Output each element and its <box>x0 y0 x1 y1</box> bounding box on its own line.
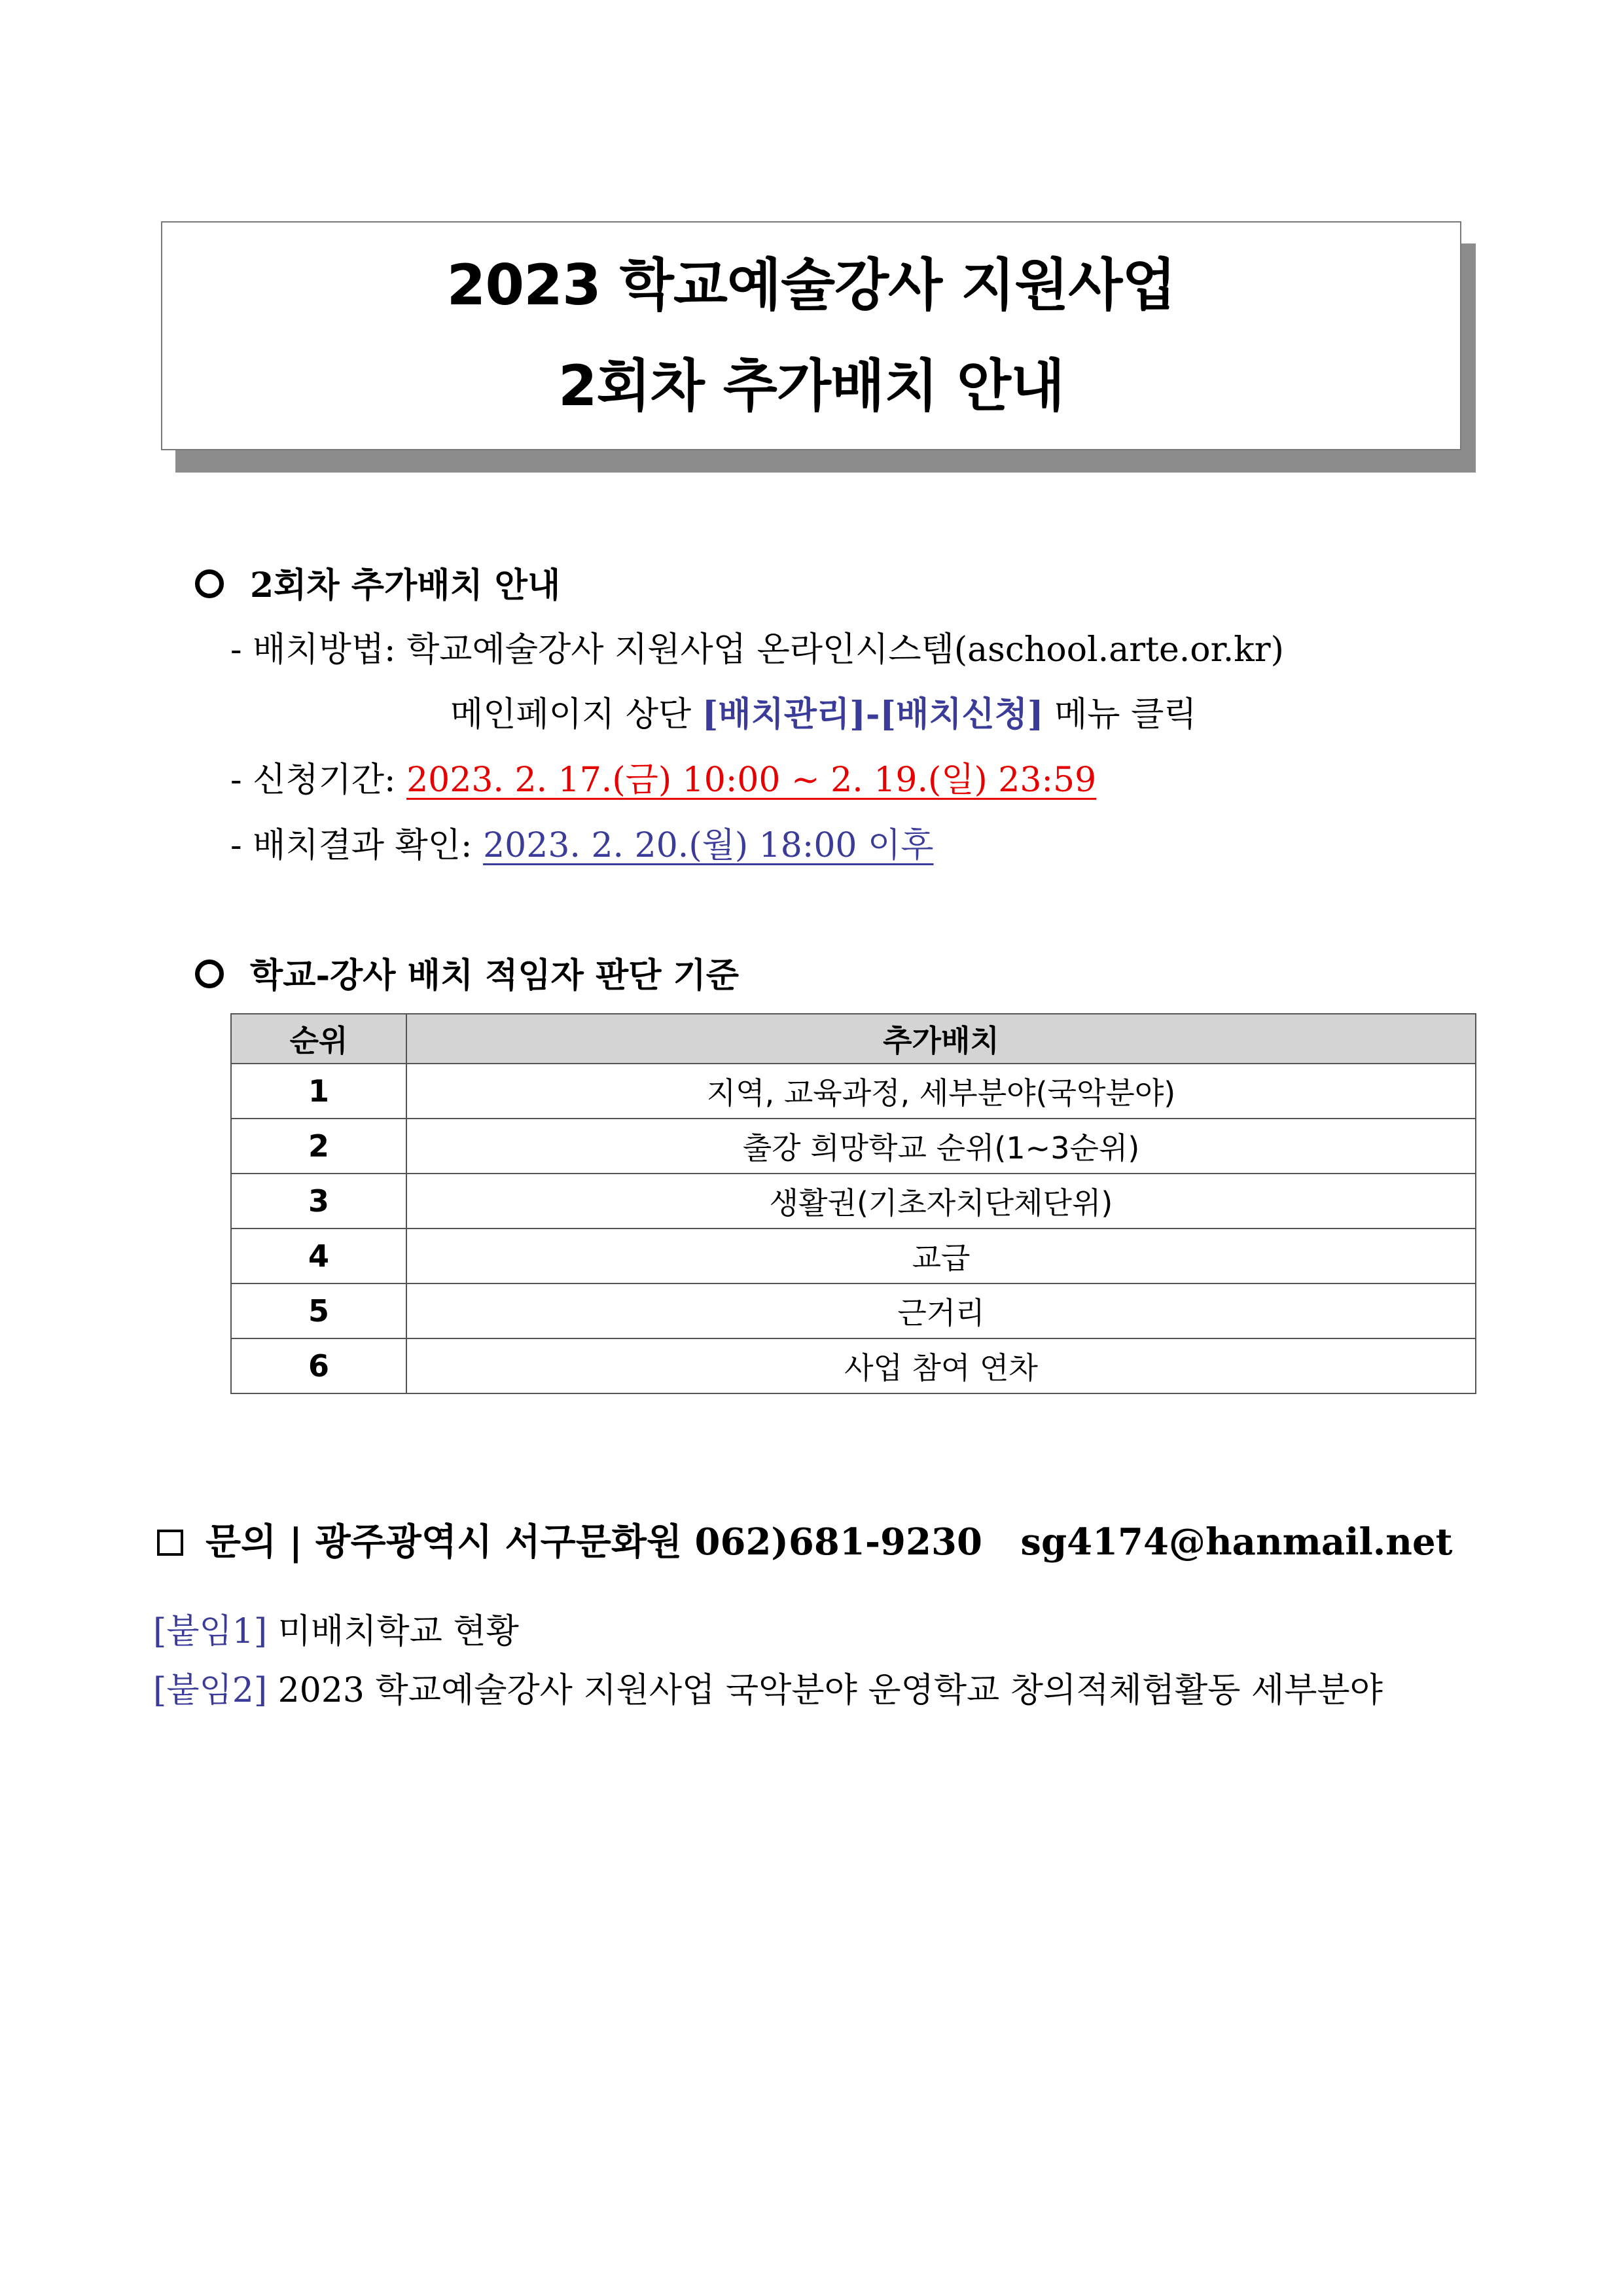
title-box <box>161 221 1461 450</box>
attachment-2 <box>153 1668 1383 1713</box>
criteria-cell: 사업 참여 연차 <box>406 1338 1476 1393</box>
period-label: - 신청기간: <box>230 761 407 800</box>
circle-bullet-icon <box>195 960 224 988</box>
table-row <box>231 1283 1476 1338</box>
rank-cell: 6 <box>231 1338 406 1393</box>
title-line-1: 2023 학교예술강사 지원사업 <box>446 253 1176 318</box>
result-line <box>230 823 934 869</box>
period-line <box>230 757 1096 803</box>
checkbox-square-icon <box>157 1530 183 1556</box>
criteria-cell: 교급 <box>406 1229 1476 1283</box>
criteria-cell: 근거리 <box>406 1283 1476 1338</box>
period-value: 2023. 2. 17.(금) 10:00 ~ 2. 19.(일) 23:59 <box>406 761 1097 800</box>
method-line-2 <box>450 692 1197 738</box>
attachment-text: 미배치학교 현황 <box>277 1612 519 1651</box>
method-text2-pre: 메인페이지 상단 <box>450 695 702 734</box>
section1-heading-text: 2회차 추가배치 안내 <box>250 565 561 605</box>
section1-heading <box>195 563 560 609</box>
section2-heading <box>195 953 739 999</box>
section2-heading-text: 학교-강사 배치 적임자 판단 기준 <box>250 956 740 996</box>
criteria-cell: 출강 희망학교 순위(1~3순위) <box>406 1119 1476 1174</box>
header-rank: 순위 <box>231 1014 406 1064</box>
result-label: - 배치결과 확인: <box>230 826 484 865</box>
rank-cell: 3 <box>231 1174 406 1229</box>
contact-org: 광주광역시 서구문화원 062)681-9230 <box>315 1520 982 1564</box>
header-criteria: 추가배치 <box>406 1014 1476 1064</box>
table-row <box>231 1174 1476 1229</box>
criteria-cell: 지역, 교육과정, 세부분야(국악분야) <box>406 1064 1476 1119</box>
method-text2-post: 메뉴 클릭 <box>1043 695 1197 734</box>
title-line-2: 2회차 추가배치 안내 <box>558 353 1065 419</box>
rank-cell: 2 <box>231 1119 406 1174</box>
table-header-row <box>231 1014 1476 1064</box>
rank-cell: 5 <box>231 1283 406 1338</box>
attachment-text: 2023 학교예술강사 지원사업 국악분야 운영학교 창의적체험활동 세부분야 <box>277 1671 1383 1710</box>
attachment-label: [붙임1] <box>153 1612 268 1651</box>
table-row <box>231 1229 1476 1283</box>
method-line <box>230 627 1284 673</box>
contact-separator: | <box>289 1520 303 1564</box>
table-row <box>231 1064 1476 1119</box>
method-label: - 배치방법: <box>230 630 407 670</box>
attachment-label: [붙임2] <box>153 1671 268 1710</box>
table-row <box>231 1119 1476 1174</box>
method-text: 학교예술강사 지원사업 온라인시스템(aschool.arte.or.kr) <box>406 630 1284 670</box>
contact-email: sg4174@hanmail.net <box>1020 1520 1453 1564</box>
contact-line <box>157 1517 1452 1567</box>
criteria-table <box>230 1013 1476 1394</box>
circle-bullet-icon <box>195 569 224 598</box>
criteria-cell: 생활권(기초자치단체단위) <box>406 1174 1476 1229</box>
rank-cell: 4 <box>231 1229 406 1283</box>
rank-cell: 1 <box>231 1064 406 1119</box>
attachment-1 <box>153 1609 519 1655</box>
result-value: 2023. 2. 20.(월) 18:00 이후 <box>483 826 934 865</box>
contact-label: 문의 <box>205 1520 277 1564</box>
table-row <box>231 1338 1476 1393</box>
method-menu: [배치관리]-[배치신청] <box>702 694 1044 734</box>
